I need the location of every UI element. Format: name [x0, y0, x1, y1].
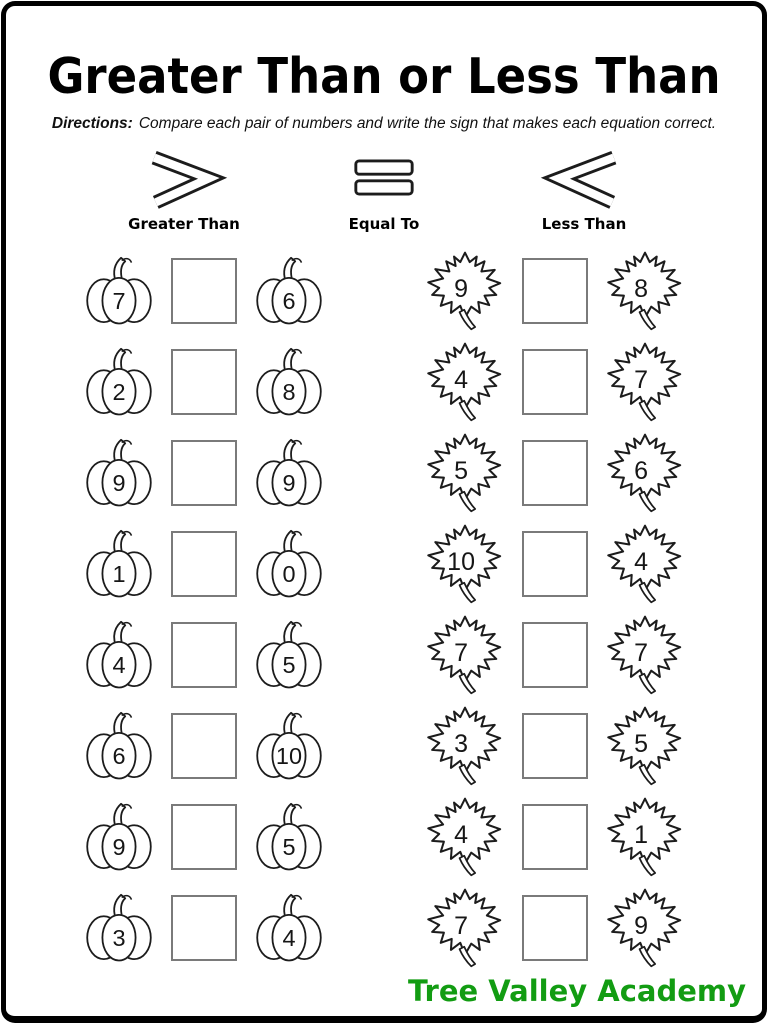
pumpkin-icon [251, 249, 327, 333]
pumpkin-comparison-row [81, 339, 327, 425]
answer-box[interactable] [171, 440, 237, 506]
maple-leaf-icon [422, 704, 508, 788]
maple-leaf-icon [422, 613, 508, 697]
leaf-comparison-row [422, 885, 688, 971]
right-number: 0 [281, 561, 296, 588]
maple-leaf-icon [602, 249, 688, 333]
answer-box[interactable] [171, 713, 237, 779]
directions-label: Directions: [51, 115, 133, 132]
right-number: 6 [633, 456, 648, 485]
answer-box[interactable] [522, 895, 588, 961]
left-number: 4 [453, 820, 468, 849]
pumpkin-icon [81, 795, 157, 879]
left-number: 7 [453, 638, 468, 667]
right-number: 4 [633, 547, 648, 576]
answer-box[interactable] [522, 440, 588, 506]
pumpkin-comparison-row [81, 612, 327, 698]
legend-equal-to [323, 151, 445, 233]
leaf-comparison-row [422, 248, 688, 334]
answer-box[interactable] [171, 531, 237, 597]
maple-leaf-icon [602, 613, 688, 697]
left-number: 9 [453, 274, 468, 303]
answer-box[interactable] [171, 804, 237, 870]
answer-box[interactable] [522, 622, 588, 688]
right-number: 5 [281, 652, 296, 679]
pumpkin-icon [251, 704, 327, 788]
left-number: 6 [111, 743, 126, 770]
maple-leaf-icon [422, 795, 508, 879]
maple-leaf-icon [602, 704, 688, 788]
pumpkin-icon [251, 613, 327, 697]
maple-leaf-icon [422, 249, 508, 333]
maple-leaf-icon [602, 522, 688, 606]
answer-box[interactable] [522, 713, 588, 779]
answer-box[interactable] [522, 804, 588, 870]
worksheet-body [6, 248, 762, 976]
right-number: 8 [281, 379, 296, 406]
left-number: 2 [111, 379, 126, 406]
right-number: 4 [281, 925, 296, 952]
less-than-icon [532, 151, 636, 209]
right-number: 9 [633, 911, 648, 940]
maple-leaf-icon [422, 340, 508, 424]
left-number: 1 [111, 561, 126, 588]
right-number: 10 [275, 743, 302, 770]
left-number: 4 [111, 652, 126, 679]
right-number: 6 [281, 288, 296, 315]
right-number: 9 [281, 470, 296, 497]
leaf-comparison-row [422, 794, 688, 880]
answer-box[interactable] [522, 531, 588, 597]
page-title: Greater Than or Less Than [47, 47, 721, 106]
pumpkin-icon [81, 613, 157, 697]
answer-box[interactable] [522, 349, 588, 415]
legend-label-equal-to: Equal To [348, 215, 420, 233]
pumpkin-icon [251, 795, 327, 879]
left-number: 9 [111, 470, 126, 497]
left-number: 4 [453, 365, 468, 394]
left-number: 10 [446, 547, 475, 576]
pumpkin-icon [251, 522, 327, 606]
right-number: 5 [281, 834, 296, 861]
maple-leaf-icon [422, 431, 508, 515]
answer-box[interactable] [522, 258, 588, 324]
legend-label-less-than: Less Than [541, 215, 627, 233]
pumpkin-comparison-row [81, 703, 327, 789]
right-number: 1 [633, 820, 648, 849]
maple-leaf-icon [602, 431, 688, 515]
leaf-comparison-row [422, 612, 688, 698]
leaf-comparison-row [422, 703, 688, 789]
left-number: 3 [111, 925, 126, 952]
answer-box[interactable] [171, 258, 237, 324]
maple-leaf-icon [602, 886, 688, 970]
maple-leaf-icon [422, 522, 508, 606]
pumpkin-icon [81, 886, 157, 970]
pumpkin-comparison-row [81, 794, 327, 880]
right-number: 8 [633, 274, 648, 303]
directions-text: Compare each pair of numbers and write the sign that makes each equation correct. [138, 115, 717, 132]
pumpkin-icon [81, 522, 157, 606]
left-number: 5 [453, 456, 468, 485]
right-number: 7 [633, 365, 648, 394]
left-number: 3 [453, 729, 468, 758]
pumpkin-comparison-row [81, 521, 327, 607]
directions [6, 115, 762, 133]
left-number: 9 [111, 834, 126, 861]
pumpkin-icon [81, 704, 157, 788]
leaf-column [422, 248, 688, 976]
leaf-comparison-row [422, 339, 688, 425]
left-number: 7 [453, 911, 468, 940]
footer-brand: Tree Valley Academy [407, 974, 746, 1008]
greater-than-icon [132, 151, 236, 209]
right-number: 7 [633, 638, 648, 667]
answer-box[interactable] [171, 895, 237, 961]
legend-label-greater-than: Greater Than [128, 215, 240, 233]
answer-box[interactable] [171, 349, 237, 415]
equal-to-icon [332, 151, 436, 209]
maple-leaf-icon [602, 795, 688, 879]
leaf-comparison-row [422, 521, 688, 607]
left-number: 7 [111, 288, 126, 315]
answer-box[interactable] [171, 622, 237, 688]
legend-less-than [523, 151, 645, 233]
pumpkin-comparison-row [81, 248, 327, 334]
pumpkin-icon [251, 886, 327, 970]
maple-leaf-icon [602, 340, 688, 424]
pumpkin-column [81, 248, 327, 976]
pumpkin-icon [81, 340, 157, 424]
pumpkin-icon [251, 431, 327, 515]
worksheet-page [1, 1, 767, 1023]
pumpkin-icon [81, 249, 157, 333]
pumpkin-icon [251, 340, 327, 424]
maple-leaf-icon [422, 886, 508, 970]
leaf-comparison-row [422, 430, 688, 516]
right-number: 5 [633, 729, 648, 758]
symbol-legend [6, 151, 762, 233]
pumpkin-comparison-row [81, 430, 327, 516]
pumpkin-comparison-row [81, 885, 327, 971]
pumpkin-icon [81, 431, 157, 515]
legend-greater-than [123, 151, 245, 233]
